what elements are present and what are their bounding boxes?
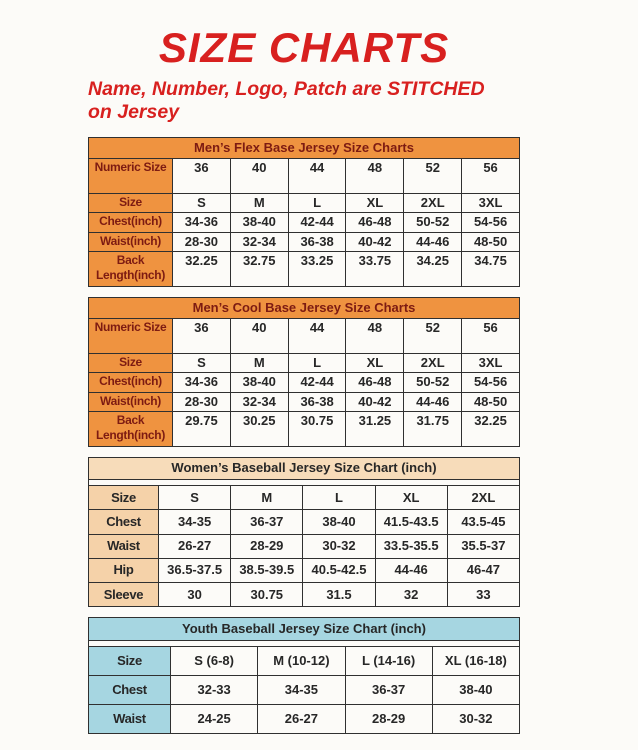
table-cell: 30-32 [303, 534, 375, 558]
row-label: Chest [89, 675, 171, 704]
row-label: Back Length(inch) [89, 251, 173, 286]
table-cell: 31.75 [404, 411, 462, 446]
table-cell: M [231, 486, 303, 510]
mens-flex-base [88, 137, 520, 287]
table-cell: 34-35 [258, 675, 345, 704]
row-label: Waist [89, 705, 171, 734]
table-cell: 30-32 [432, 705, 519, 734]
page-title: SIZE CHARTS [158, 24, 450, 71]
table-cell: 32 [375, 583, 447, 607]
table-row [89, 319, 520, 354]
page-subtitle [88, 78, 520, 123]
table-cell: 30.75 [288, 411, 346, 446]
table-cell: XL [346, 354, 404, 373]
table-cell: 56 [462, 319, 520, 354]
table-cell: 44-46 [404, 232, 462, 251]
table-row [89, 646, 520, 675]
table-cell: 48 [346, 159, 404, 194]
table-cell: 30.25 [230, 411, 288, 446]
table-cell: 42-44 [288, 373, 346, 392]
table-cell: 32.25 [462, 411, 520, 446]
table-cell: 38-40 [230, 373, 288, 392]
row-label: Waist [89, 534, 159, 558]
table-cell: 50-52 [404, 373, 462, 392]
table-cell: XL [346, 194, 404, 213]
table-title: Youth Baseball Jersey Size Chart (inch) [89, 618, 520, 640]
table-cell: 44 [288, 159, 346, 194]
table-cell: 40.5-42.5 [303, 558, 375, 582]
table-cell: 30.75 [231, 583, 303, 607]
table-cell: 34-36 [173, 213, 231, 232]
table-cell: 41.5-43.5 [375, 510, 447, 534]
table-cell: 54-56 [462, 213, 520, 232]
table-row [89, 392, 520, 411]
table-cell: 52 [404, 319, 462, 354]
row-label: Size [89, 194, 173, 213]
table-cell: 44 [288, 319, 346, 354]
womens-baseball [88, 457, 520, 608]
table-cell: S [159, 486, 231, 510]
table-cell: 28-30 [173, 232, 231, 251]
table-cell: L [303, 486, 375, 510]
table-cell: 32-34 [230, 232, 288, 251]
table-cell: 34-36 [173, 373, 231, 392]
table-cell: 50-52 [404, 213, 462, 232]
table-cell: M (10-12) [258, 646, 345, 675]
table-cell: 28-29 [231, 534, 303, 558]
table-cell: 40 [230, 319, 288, 354]
row-label: Size [89, 646, 171, 675]
table-cell: 33.75 [346, 251, 404, 286]
table-cell: 28-29 [345, 705, 432, 734]
table-cell: S [173, 194, 231, 213]
table-row [89, 411, 520, 446]
table-cell: M [230, 354, 288, 373]
table-cell: 33.5-35.5 [375, 534, 447, 558]
row-label: Numeric Size [89, 319, 173, 354]
table-cell: 44-46 [375, 558, 447, 582]
table-cell: 40-42 [346, 232, 404, 251]
table-row [89, 510, 520, 534]
row-label: Waist(inch) [89, 232, 173, 251]
table-cell: 43.5-45 [447, 510, 519, 534]
table-cell: 31.5 [303, 583, 375, 607]
table-cell: 36-37 [345, 675, 432, 704]
table-row [89, 232, 520, 251]
table-cell: 33 [447, 583, 519, 607]
table-row [89, 583, 520, 607]
table-cell: 56 [462, 159, 520, 194]
table-cell: 33.25 [288, 251, 346, 286]
size-table-mens-flex-base [88, 137, 520, 287]
table-row [89, 486, 520, 510]
table-cell: 46-48 [346, 373, 404, 392]
table-cell: 26-27 [159, 534, 231, 558]
table-row [89, 534, 520, 558]
row-label: Size [89, 486, 159, 510]
table-cell: 32-33 [171, 675, 258, 704]
table-cell: 52 [404, 159, 462, 194]
table-cell: XL [375, 486, 447, 510]
table-cell: 44-46 [404, 392, 462, 411]
table-cell: XL (16-18) [432, 646, 519, 675]
table-row [89, 194, 520, 213]
table-cell: 46-48 [346, 213, 404, 232]
table-cell: 2XL [404, 194, 462, 213]
table-row [89, 705, 520, 734]
table-cell: 38-40 [303, 510, 375, 534]
table-cell: 38-40 [432, 675, 519, 704]
table-cell: 38.5-39.5 [231, 558, 303, 582]
row-label: Numeric Size [89, 159, 173, 194]
table-cell: 3XL [462, 354, 520, 373]
table-cell: S (6-8) [171, 646, 258, 675]
table-cell: 48-50 [462, 392, 520, 411]
table-row [89, 354, 520, 373]
row-label: Size [89, 354, 173, 373]
table-cell: 36-37 [231, 510, 303, 534]
table-cell: 26-27 [258, 705, 345, 734]
table-cell: 32.25 [173, 251, 231, 286]
youth-baseball [88, 617, 520, 734]
table-row [89, 251, 520, 286]
subtitle-line-2: on Jersey [88, 100, 180, 123]
row-label: Chest(inch) [89, 213, 173, 232]
table-cell: 46-47 [447, 558, 519, 582]
table-row [89, 675, 520, 704]
table-cell: 36 [173, 319, 231, 354]
row-label: Back Length(inch) [89, 411, 173, 446]
table-cell: 38-40 [230, 213, 288, 232]
row-label: Sleeve [89, 583, 159, 607]
table-row [89, 373, 520, 392]
table-cell: 3XL [462, 194, 520, 213]
row-label: Chest(inch) [89, 373, 173, 392]
table-cell: L (14-16) [345, 646, 432, 675]
table-title: Women’s Baseball Jersey Size Chart (inch) [89, 457, 520, 479]
table-cell: 31.25 [346, 411, 404, 446]
table-cell: 54-56 [462, 373, 520, 392]
table-cell: 48-50 [462, 232, 520, 251]
row-label: Chest [89, 510, 159, 534]
tables-container [88, 137, 520, 735]
mens-cool-base [88, 297, 520, 447]
table-cell: 40 [230, 159, 288, 194]
table-cell: 24-25 [171, 705, 258, 734]
table-row [89, 558, 520, 582]
table-title: Men’s Flex Base Jersey Size Charts [89, 137, 520, 158]
table-row [89, 159, 520, 194]
subtitle-line-1: Name, Number, Logo, Patch are STITCHED [88, 78, 485, 101]
table-title: Men’s Cool Base Jersey Size Charts [89, 297, 520, 318]
size-table-mens-cool-base [88, 297, 520, 447]
table-cell: 36 [173, 159, 231, 194]
size-table-youth-baseball [88, 617, 520, 734]
table-cell: S [173, 354, 231, 373]
table-cell: 34.75 [462, 251, 520, 286]
table-cell: 36-38 [288, 392, 346, 411]
row-label: Waist(inch) [89, 392, 173, 411]
table-cell: 36.5-37.5 [159, 558, 231, 582]
table-cell: 2XL [404, 354, 462, 373]
table-cell: 36-38 [288, 232, 346, 251]
table-cell: 32-34 [230, 392, 288, 411]
table-cell: L [288, 354, 346, 373]
table-cell: 42-44 [288, 213, 346, 232]
size-table-womens-baseball [88, 457, 520, 608]
table-cell: 40-42 [346, 392, 404, 411]
table-cell: 34.25 [404, 251, 462, 286]
row-label: Hip [89, 558, 159, 582]
table-cell: 2XL [447, 486, 519, 510]
table-cell: 48 [346, 319, 404, 354]
table-cell: 35.5-37 [447, 534, 519, 558]
table-cell: 29.75 [173, 411, 231, 446]
table-cell: 30 [159, 583, 231, 607]
table-cell: 32.75 [230, 251, 288, 286]
content-column [88, 26, 520, 734]
table-cell: 34-35 [159, 510, 231, 534]
table-cell: M [230, 194, 288, 213]
table-row [89, 213, 520, 232]
table-cell: L [288, 194, 346, 213]
table-cell: 28-30 [173, 392, 231, 411]
